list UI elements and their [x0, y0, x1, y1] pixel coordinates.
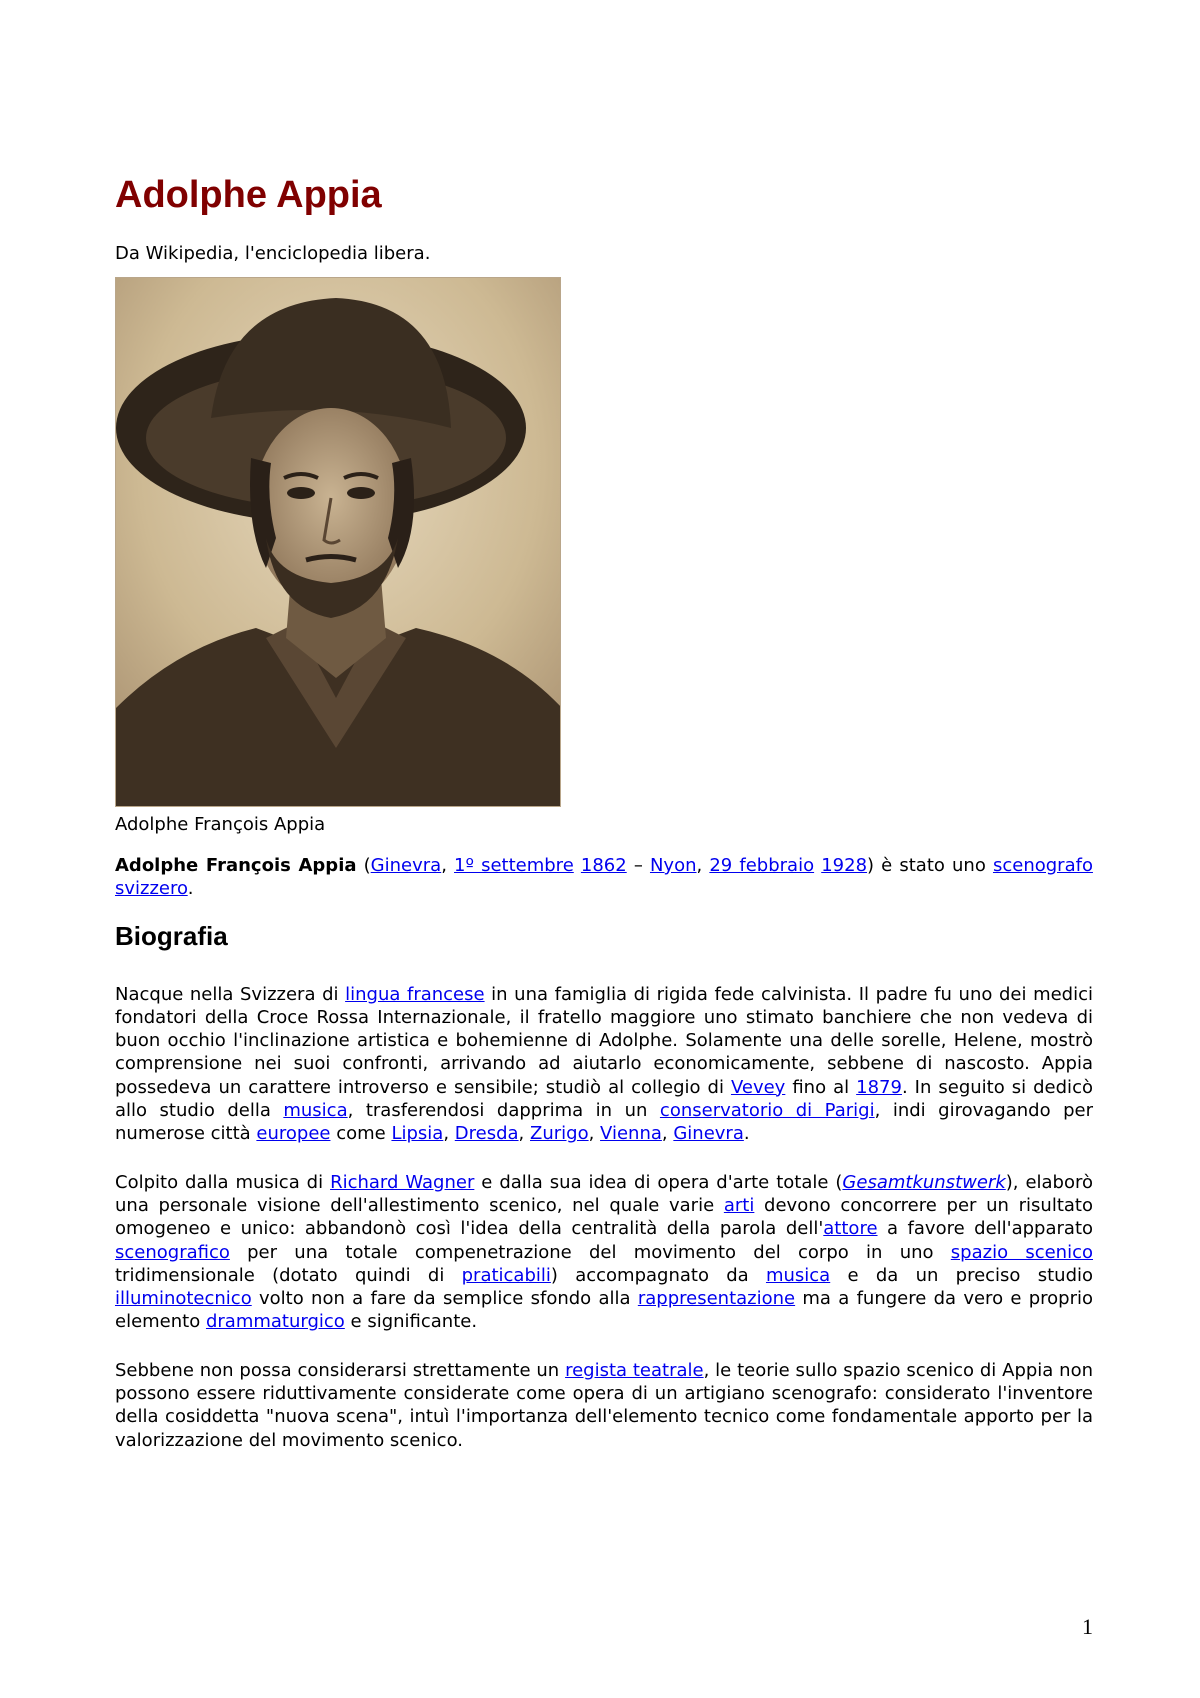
- biografia-paragraph-3: [115, 1359, 1093, 1452]
- text-run: .: [187, 878, 194, 900]
- wiki-link[interactable]: spazio scenico: [950, 1241, 1093, 1263]
- wiki-link[interactable]: Gesamtkunstwerk: [842, 1171, 1006, 1193]
- text-run: ,: [443, 1123, 455, 1145]
- text-run: ) è stato uno: [867, 855, 993, 876]
- wiki-link[interactable]: Zurigo: [530, 1123, 589, 1145]
- text-run: volto non a fare da semplice sfondo alla: [251, 1288, 638, 1310]
- portrait-illustration: [116, 278, 561, 807]
- text-run: come: [330, 1123, 392, 1145]
- article-body: [115, 165, 1093, 1452]
- text-run: Sebbene non possa considerarsi strettamente un: [115, 1359, 566, 1381]
- text-run: ma a fungere da vero e proprio elemento: [115, 1288, 1094, 1333]
- text-run: ,: [441, 855, 455, 876]
- text-run: , le teorie sullo spazio scenico di Appia non possono essere riduttivamente considerate come opera di un artigiano scenografo: considerato l'inventore della cosiddetta "nuova scena", intuì l'importanza dell'elemento tecnico come fondamentale apporto per la valorizzazione del movimento scenico.: [115, 1359, 1093, 1451]
- text-run: e significante.: [344, 1311, 478, 1333]
- portrait-photo: [115, 277, 561, 807]
- wiki-link[interactable]: musica: [765, 1264, 831, 1286]
- wiki-link[interactable]: Vienna: [600, 1123, 662, 1145]
- wiki-link[interactable]: 1º settembre: [454, 855, 574, 876]
- image-caption: Adolphe François Appia: [115, 814, 326, 835]
- wiki-link[interactable]: drammaturgico: [205, 1311, 345, 1333]
- text-run: , trasferendosi dapprima in un: [347, 1100, 660, 1122]
- section-heading-biografia: Biografia: [115, 920, 228, 951]
- article-subtitle: Da Wikipedia, l'enciclopedia libera.: [115, 243, 431, 264]
- wiki-link[interactable]: svizzero: [115, 878, 188, 900]
- wiki-link[interactable]: lingua francese: [345, 983, 485, 1005]
- biografia-paragraph-2: [115, 1171, 1093, 1334]
- wiki-link[interactable]: rappresentazione: [637, 1288, 796, 1310]
- wiki-link[interactable]: conservatorio di Parigi: [659, 1100, 875, 1122]
- text-run: ,: [696, 855, 710, 876]
- text-run: fino al: [785, 1076, 857, 1098]
- text-run: in una famiglia di rigida fede calvinista. Il padre fu uno dei medici fondatori della Croce Rossa Internazionale, il fratello maggiore uno stimato banchiere che non vedeva di buon occhio l'inclinazione artistica e bohemienne di Adolphe. Solamente una delle sorelle, Helene, mostrò comprensione nei suoi confronti, arrivando ad aiutarlo economicamente, sebbene di nascosto. Appia possedeva un carattere introverso e sensibile; studiò al collegio di: [115, 983, 1093, 1098]
- text-run: [574, 855, 581, 876]
- wiki-link[interactable]: illuminotecnico: [115, 1288, 252, 1310]
- biografia-paragraph-1: [115, 983, 1093, 1146]
- text-run: ,: [588, 1123, 601, 1145]
- text-run: Nacque nella Svizzera di: [115, 983, 346, 1005]
- text-run: ) accompagnato da: [550, 1264, 766, 1286]
- text-run: devono concorrere per un risultato omogeneo e unico: abbandonò così l'idea della centralità della parola dell': [115, 1194, 1093, 1240]
- wiki-link[interactable]: Richard Wagner: [330, 1171, 475, 1193]
- text-run: (: [356, 855, 371, 876]
- text-run: e dalla sua idea di opera d'arte totale (: [474, 1171, 843, 1193]
- wiki-link[interactable]: 1928: [821, 855, 868, 876]
- text-run: .: [743, 1123, 750, 1145]
- text-run: a favore dell'apparato: [877, 1218, 1094, 1240]
- wiki-link[interactable]: praticabili: [461, 1264, 551, 1286]
- text-run: ), elaborò una personale visione dell'allestimento scenico, nel quale varie: [115, 1171, 1094, 1216]
- wiki-link[interactable]: Vevey: [730, 1076, 786, 1098]
- text-run: –: [626, 855, 650, 876]
- wiki-link[interactable]: 29 febbraio: [709, 855, 815, 876]
- text-run: per una totale compenetrazione del movimento del corpo in uno: [229, 1241, 951, 1263]
- wiki-link[interactable]: attore: [823, 1218, 878, 1240]
- wiki-link[interactable]: 1862: [580, 855, 627, 876]
- page-title: Adolphe Appia: [115, 174, 382, 216]
- text-run: , indi girovagando per numerose città: [115, 1100, 1093, 1145]
- bold-text: Adolphe François Appia: [115, 855, 357, 876]
- text-run: e da un preciso studio: [830, 1264, 1094, 1286]
- wiki-link[interactable]: Ginevra: [673, 1123, 744, 1145]
- wiki-link[interactable]: Ginevra: [370, 855, 442, 876]
- wiki-link[interactable]: europee: [256, 1123, 331, 1145]
- text-run: tridimensionale (dotato quindi di: [115, 1264, 462, 1286]
- wiki-link[interactable]: scenografo: [992, 855, 1093, 876]
- wiki-link[interactable]: arti: [723, 1194, 755, 1216]
- wiki-link[interactable]: Dresda: [454, 1123, 519, 1145]
- wiki-link[interactable]: regista teatrale: [565, 1359, 704, 1381]
- text-run: ,: [518, 1123, 530, 1145]
- wiki-link[interactable]: Nyon: [649, 855, 697, 876]
- wiki-link[interactable]: Lipsia: [391, 1123, 444, 1145]
- wiki-link[interactable]: musica: [283, 1100, 348, 1122]
- text-run: . In seguito si dedicò allo studio della: [115, 1076, 1093, 1122]
- text-run: Colpito dalla musica di: [115, 1171, 331, 1193]
- lead-paragraph: [115, 854, 1093, 901]
- text-run: ,: [661, 1123, 674, 1145]
- wiki-link[interactable]: scenografico: [115, 1241, 230, 1263]
- wiki-link[interactable]: 1879: [856, 1076, 902, 1098]
- page-number: 1: [1082, 1614, 1093, 1639]
